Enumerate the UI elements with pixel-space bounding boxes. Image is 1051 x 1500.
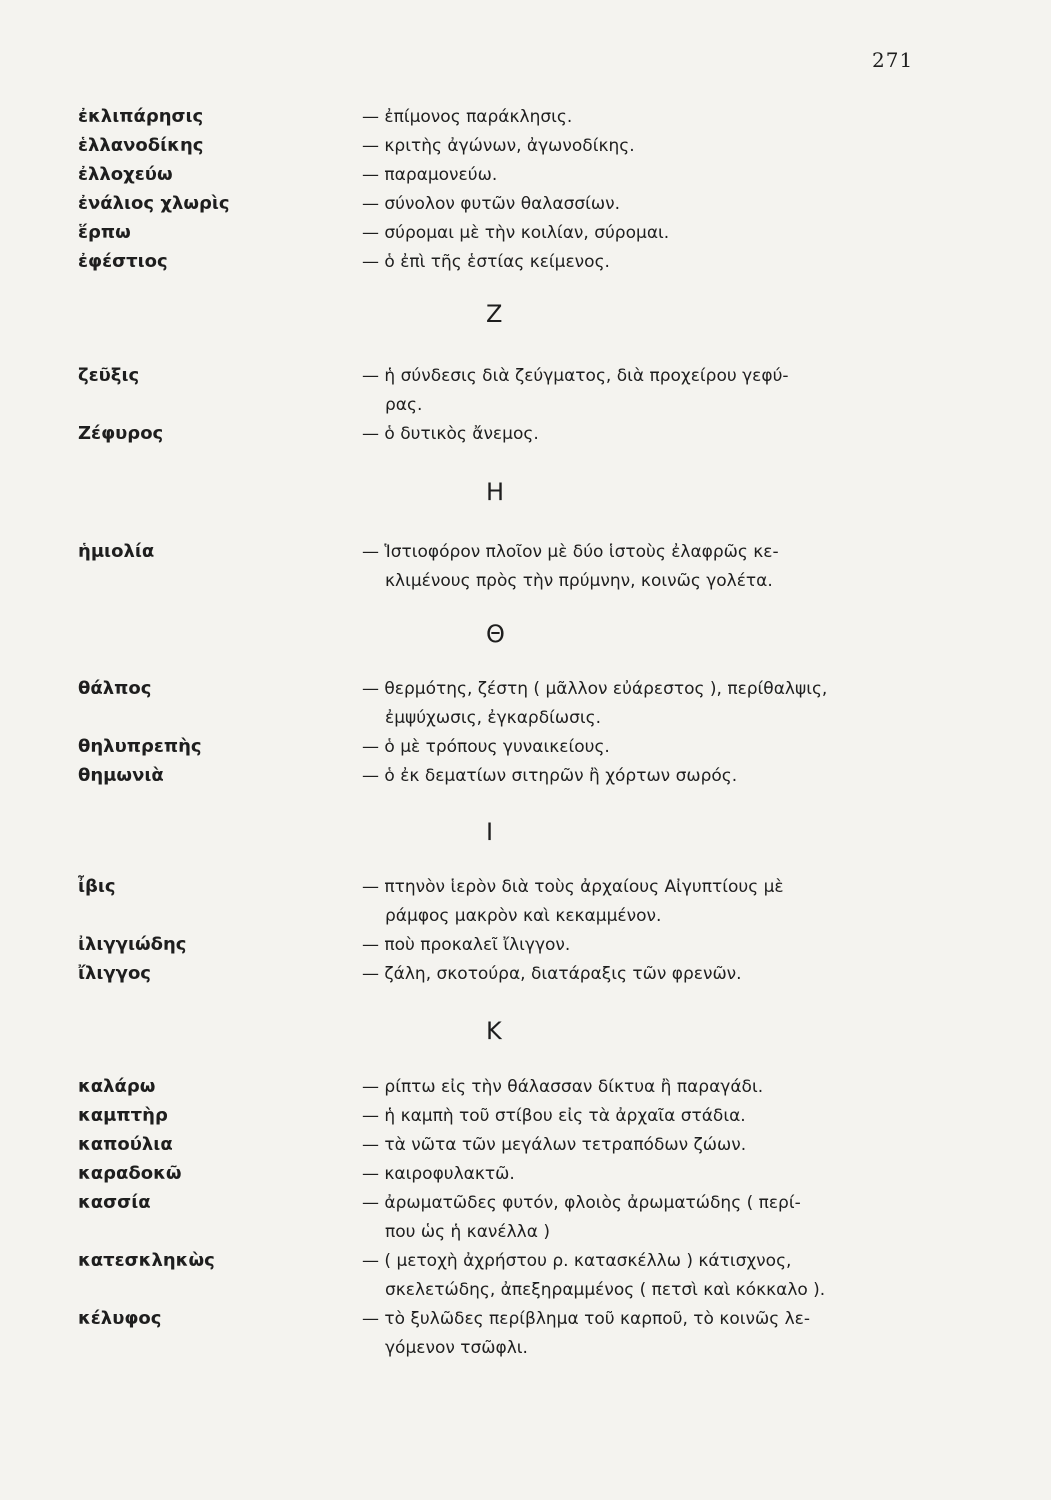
entry-definition: — ὁ ἐπὶ τῆς ἑστίας κείμενος. xyxy=(362,252,610,272)
entry-term: ἑλλανοδίκης xyxy=(78,135,204,156)
entry-definition: — κριτὴς ἀγώνων, ἀγωνοδίκης. xyxy=(362,136,635,156)
entry-definition: — θερμότης, ζέστη ( μᾶλλον εὐάρεστος ), περίθαλψις, ἐμψύχωσις, ἐγκαρδίωσις. xyxy=(362,679,828,728)
entry-term: ἐνάλιος χλωρὶς xyxy=(78,193,230,214)
entry-term: ἡμιολία xyxy=(78,541,155,562)
entry-definition: — Ἱστιοφόρον πλοῖον μὲ δύο ἱστοὺς ἐλαφρῶς κε- κλιμένους πρὸς τὴν πρύμνην, κοινῶς γολέτα. xyxy=(362,542,779,591)
entry-definition: — ρίπτω εἰς τὴν θάλασσαν δίκτυα ἢ παραγάδι. xyxy=(362,1077,764,1097)
entry-definition: — ἐπίμονος παράκλησις. xyxy=(362,107,573,127)
entry-definition: — σύνολον φυτῶν θαλασσίων. xyxy=(362,194,621,214)
entry-term: ἕρπω xyxy=(78,222,131,243)
entry-term: θηλυπρεπὴς xyxy=(78,736,202,757)
entry-definition: — ζάλη, σκοτούρα, διατάραξις τῶν φρενῶν. xyxy=(362,964,742,984)
entry-definition: — ( μετοχὴ ἀχρήστου ρ. κατασκέλλω ) κάτισχνος, σκελετώδης, ἀπεξηραμμένος ( πετσὶ καὶ κόκκαλο ). xyxy=(362,1251,826,1300)
entry-term: καραδοκῶ xyxy=(78,1163,182,1184)
section-letter: Ι xyxy=(486,818,494,846)
entry-term: ἶβις xyxy=(78,876,116,897)
entry-definition: — ὁ μὲ τρόπους γυναικείους. xyxy=(362,737,610,757)
entry-term: ἐλλοχεύω xyxy=(78,164,173,185)
entry-definition: — ἀρωματῶδες φυτόν, φλοιὸς ἀρωματώδης ( περί- που ὡς ἡ κανέλλα ) xyxy=(362,1193,801,1242)
entry-definition: — ὁ δυτικὸς ἄνεμος. xyxy=(362,424,539,444)
entry-term: καλάρω xyxy=(78,1076,156,1097)
entry-term: θημωνιὰ xyxy=(78,765,164,786)
entry-term: καμπτὴρ xyxy=(78,1105,168,1126)
entry-definition: — τὰ νῶτα τῶν μεγάλων τετραπόδων ζώων. xyxy=(362,1135,747,1155)
entry-term: κατεσκληκὼς xyxy=(78,1250,215,1271)
entry-term: θάλπος xyxy=(78,678,152,699)
entry-term: ἴλιγγος xyxy=(78,963,151,984)
section-letter: Η xyxy=(486,478,505,506)
entry-term: καπούλια xyxy=(78,1134,173,1155)
entry-term: ἐφέστιος xyxy=(78,251,168,272)
entry-definition: — ποὺ προκαλεῖ ἴλιγγον. xyxy=(362,935,571,955)
entry-definition: — καιροφυλακτῶ. xyxy=(362,1164,515,1184)
section-letter: Κ xyxy=(486,1017,502,1045)
entry-term: ζεῦξις xyxy=(78,365,140,386)
page-number: 271 xyxy=(872,48,914,72)
entry-term: κασσία xyxy=(78,1192,151,1213)
bleed-through: ⠀ xyxy=(830,104,841,122)
entry-definition: — τὸ ξυλῶδες περίβλημα τοῦ καρποῦ, τὸ κοινῶς λε- γόμενον τσῶφλι. xyxy=(362,1309,810,1358)
entry-definition: — σύρομαι μὲ τὴν κοιλίαν, σύρομαι. xyxy=(362,223,670,243)
entry-definition: — ἡ σύνδεσις διὰ ζεύγματος, διὰ προχείρου γεφύ- ρας. xyxy=(362,366,789,415)
entry-term: ἰλιγγιώδης xyxy=(78,934,187,955)
entry-definition: — ὁ ἐκ δεματίων σιτηρῶν ἢ χόρτων σωρός. xyxy=(362,766,738,786)
entry-definition: — πτηνὸν ἱερὸν διὰ τοὺς ἀρχαίους Αἰγυπτίους μὲ ράμφος μακρὸν καὶ κεκαμμένον. xyxy=(362,877,784,926)
section-letter: Θ xyxy=(486,620,505,648)
entry-term: Ζέφυρος xyxy=(78,423,164,444)
section-letter: Ζ xyxy=(486,300,503,328)
entry-term: κέλυφος xyxy=(78,1308,162,1329)
entry-term: ἐκλιπάρησις xyxy=(78,106,204,127)
entry-definition: — παραμονεύω. xyxy=(362,165,498,185)
entry-definition: — ἡ καμπὴ τοῦ στίβου εἰς τὰ ἀρχαῖα στάδια. xyxy=(362,1106,746,1126)
